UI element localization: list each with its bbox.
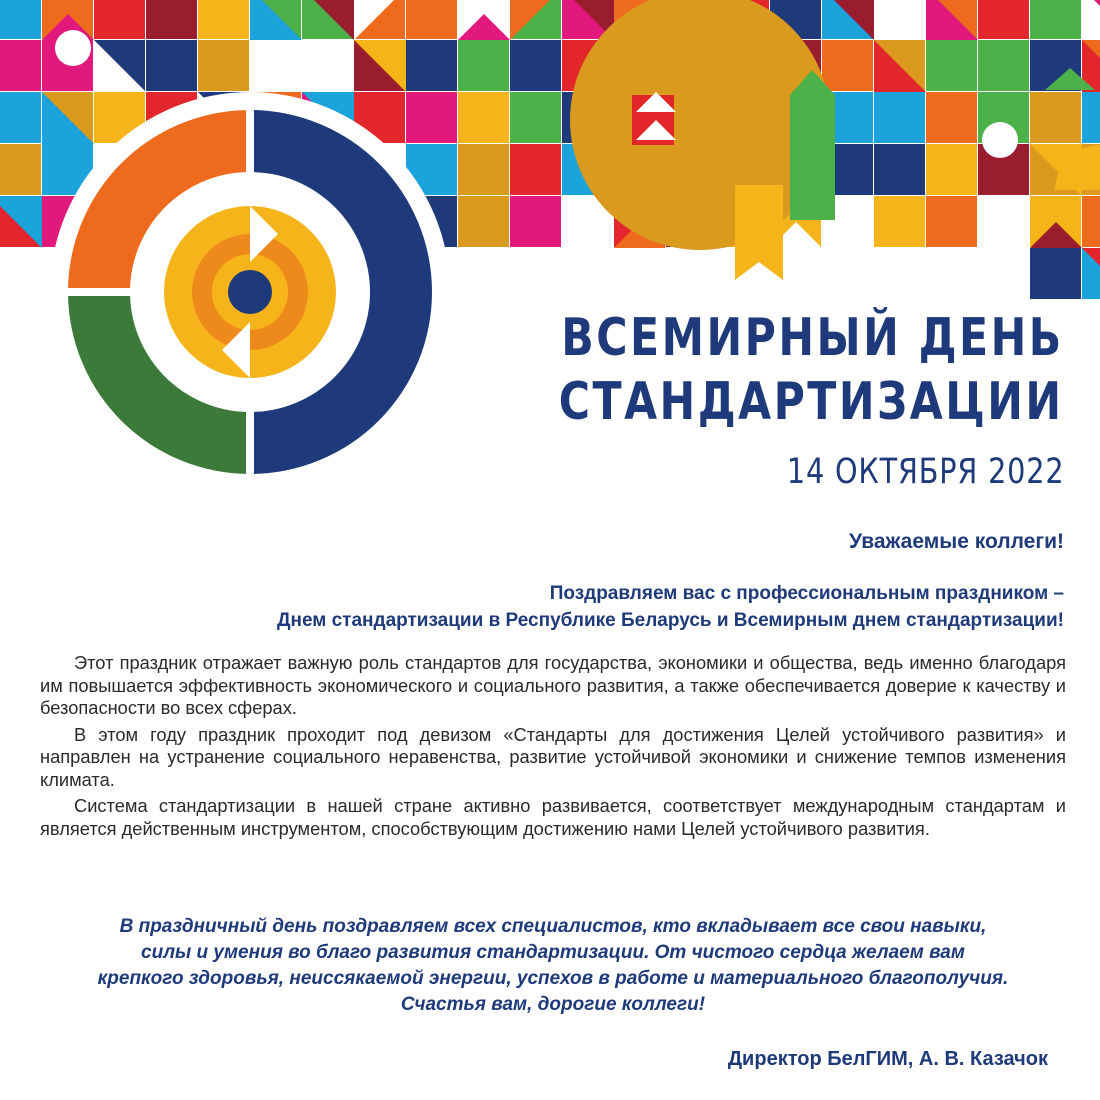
wishes-line: крепкого здоровья, неиссякаемой энергии, успехов в работе и материального благополучия. [97,968,1009,989]
congratulations-line: Поздравляем вас с профессиональным праздником – [549,583,1064,604]
standards-ring-emblem [0,0,1100,520]
letter-body [40,652,1066,844]
body-paragraph: Этот праздник отражает важную роль стандартов для государства, экономики и общества, ведь именно благодаря им повышается эффективность экономического и социального развития, а также обеспечивается доверие к качеству и безопасности во всех сферах. [40,652,1066,718]
event-date: 14 ОКТЯБРЯ 2022 [786,452,1064,492]
ring-center-dot [228,270,272,314]
body-paragraph: Система стандартизации в нашей стране активно развивается, соответствует международным стандартам и является действенным инструментом, способствующим достижению нами Целей устойчивого развития. [40,795,1066,839]
title-line-1: ВСЕМИРНЫЙ ДЕНЬ [561,308,1064,368]
signature: Директор БелГИМ, А. В. Казачок [727,1048,1048,1070]
wishes-line: силы и умения во благо развития стандартизации. От чистого сердца желаем вам [141,942,965,963]
congratulations-line: Днем стандартизации в Республике Беларусь и Всемирным днем стандартизации! [276,610,1064,631]
congratulations-block [24,580,1064,634]
greeting: Уважаемые коллеги! [848,530,1064,553]
wishes-line: Счастья вам, дорогие коллеги! [400,994,706,1015]
wishes-line: В праздничный день поздравляем всех специалистов, кто вкладывает все свои навыки, [119,916,987,937]
wishes-block [40,914,1066,1018]
title-line-2: СТАНДАРТИЗАЦИИ [559,372,1064,432]
body-paragraph: В этом году праздник проходит под девизом «Стандарты для достижения Целей устойчивого развития» и направлен на устранение социального неравенства, развитие устойчивой экономики и снижение темпов изменения климата. [40,723,1066,790]
